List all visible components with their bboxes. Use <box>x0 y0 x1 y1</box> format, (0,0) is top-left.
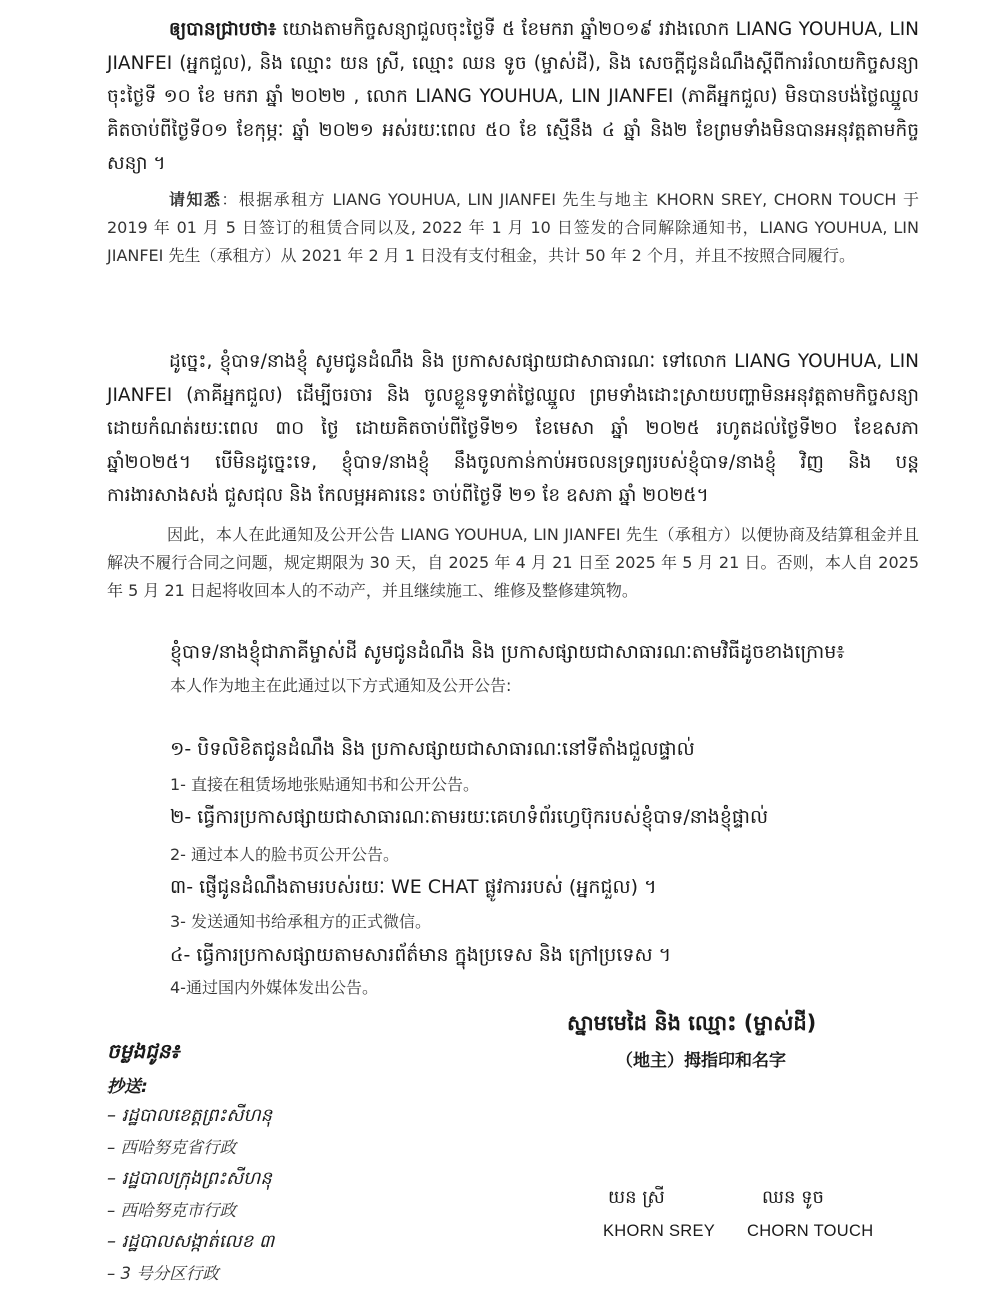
method-item-3-khmer: ៣- ផ្ញើជូនដំណឹងតាមរបស់រយៈ WE CHAT ផ្លូវការរបស់ (អ្នកជួល) ។ <box>170 876 657 898</box>
chinese-notice-lead: 请知悉 <box>169 190 222 209</box>
method-item-1-khmer: ១- បិទលិខិតជូនដំណឹង និង ប្រកាសផ្សាយជាសាធារណៈនៅទីតាំងជួលផ្ទាល់ <box>170 738 695 760</box>
copy-to-heading-chinese: 抄送: <box>107 1077 148 1097</box>
method-item-4-chinese: 4-通过国内外媒体发出公告。 <box>170 978 378 997</box>
method-item-2-chinese: 2- 通过本人的脸书页公开公告。 <box>170 845 400 864</box>
signer-1-khmer-name: យន ស្រី <box>608 1187 665 1208</box>
khmer-notice-paragraph-2: ដូច្នេះ, ខ្ញុំបាទ/នាងខ្ញុំ សូមជូនដំណឹង និង ប្រកាសសផ្សាយជាសាធារណៈ ទៅលោក LIANG YOUHUA, LIN JIANFEI (ភាគីអ្នកជួល) ដើម្បីចរចារ និង ចូលខ្លួនទូទាត់ថ្លៃឈ្នួល ព្រមទាំងដោះស្រាយបញ្ហាមិនអនុវត្តតាមកិច្ចសន្យា ដោយកំណត់រយៈពេល ៣០ ថ្ងៃ ដោយគិតចាប់ពីថ្ងៃទី២១ ខែមេសា ឆ្នាំ ២០២៥ រហូតដល់ថ្ងៃទី២០ ខែឧសភា ឆ្នាំ២០២៥។ បើមិនដូច្នេះទេ, ខ្ញុំបាទ/នាងខ្ញុំ នឹងចូលកាន់កាប់អចលនទ្រព្យរបស់ខ្ញុំបាទ/នាងខ្ញុំ វិញ និង បន្តការងារសាងសង់ ជួសជុល និង កែលម្អអគារនេះ ចាប់ពីថ្ងៃទី ២១ ខែ ឧសភា ឆ្នាំ ២០២៥។ <box>107 351 919 506</box>
chinese-notice-body: ：根据承租方 LIANG YOUHUA, LIN JIANFEI 先生与地主 KHORN SREY, CHORN TOUCH 于 2019 年 01 月 5 日签订的租赁合同以及, 2022 年 1 月 10 日签发的合同解除通知书，LIANG YOUHUA, LIN JIANFEI 先生（承租方）从 2021 年 2 月 1 日没有支付租金，共计 50 年 2 个月，并且不按照合同履行。 <box>107 190 919 265</box>
copy-to-heading-khmer: ចម្លងជូន៖ <box>107 1039 180 1063</box>
copy-to-recipient: – 西哈努克省行政 <box>107 1137 236 1157</box>
methods-intro-khmer: ខ្ញុំបាទ/នាងខ្ញុំជាភាគីម្ចាស់ដី សូមជូនដំណឹង និង ប្រកាសផ្សាយជាសាធារណៈតាមវិធីដូចខាងក្រោម៖ <box>170 641 845 663</box>
copy-to-recipient: – រដ្ឋបាលខេត្តព្រះសីហនុ <box>107 1105 273 1126</box>
method-item-1-chinese: 1- 直接在租赁场地张贴通知书和公开公告。 <box>170 775 480 794</box>
chinese-notice-paragraph-1 <box>107 186 919 270</box>
methods-intro-chinese: 本人作为地主在此通过以下方式通知及公开公告: <box>170 676 512 695</box>
method-item-3-chinese: 3- 发送通知书给承租方的正式微信。 <box>170 912 432 931</box>
copy-to-recipient-list <box>107 1100 274 1289</box>
signature-title-chinese: （地主）拇指印和名字 <box>616 1051 786 1071</box>
copy-to-recipient: – 3 号分区行政 <box>107 1263 219 1283</box>
copy-to-recipient: – រដ្ឋបាលសង្កាត់លេខ ៣ <box>107 1231 275 1252</box>
khmer-notice-lead: ឲ្យបានជ្រាបថា៖ <box>169 19 277 40</box>
signer-2-khmer-name: ឈន ទូច <box>762 1187 824 1208</box>
khmer-notice-paragraph-1 <box>107 13 919 181</box>
khmer-notice-body: យោងតាមកិច្ចសន្យាជួលចុះថ្ងៃទី ៥ ខែមករា ឆ្នាំ២០១៩ រវាងលោក LIANG YOUHUA, LIN JIANFEI (អ្នកជួល), និង ឈ្មោះ យន ស្រី, ឈ្មោះ ឈន ទូច (ម្ចាស់ដី), និង សេចក្តីជូនដំណឹងស្តីពីការរំលាយកិច្ចសន្យាចុះថ្ងៃទី ១០ ខែ មករា ឆ្នាំ ២០២២ , លោក LIANG YOUHUA, LIN JIANFEI (ភាគីអ្នកជួល) មិនបានបង់ថ្លៃឈ្នួលគិតចាប់ពីថ្ងៃទី០១ ខែកុម្ភៈ ឆ្នាំ ២០២១ អស់រយៈពេល ៥០ ខែ ស្មើនឹង ៤ ឆ្នាំ និង២ ខែព្រមទាំងមិនបានអនុវត្តតាមកិច្ចសន្យា ។ <box>107 19 919 174</box>
signer-2-latin-name: CHORN TOUCH <box>747 1222 874 1240</box>
copy-to-recipient: – រដ្ឋបាលក្រុងព្រះសីហនុ <box>107 1168 272 1189</box>
method-item-2-khmer: ២- ធ្វើការប្រកាសផ្សាយជាសាធារណៈតាមរយៈគេហទំព័រហ្វេប៊ុករបស់ខ្ញុំបាទ/នាងខ្ញុំផ្ទាល់ <box>170 806 769 828</box>
method-item-4-khmer: ៤- ធ្វើការប្រកាសផ្សាយតាមសារព័ត៌មាន ក្នុងប្រទេស និង ក្រៅប្រទេស ។ <box>170 944 672 966</box>
signer-1-latin-name: KHORN SREY <box>603 1222 716 1240</box>
copy-to-recipient: – 西哈努克市行政 <box>107 1200 236 1220</box>
chinese-notice-paragraph-2: 因此，本人在此通知及公开公告 LIANG YOUHUA, LIN JIANFEI 先生（承租方）以便协商及结算租金并且解决不履行合同之问题，规定期限为 30 天，自 2025 年 4 月 21 日至 2025 年 5 月 21 日。否则，本人自 2025 年 5 月 21 日起将收回本人的不动产，并且继续施工、维修及整修建筑物。 <box>107 525 919 600</box>
signature-title-khmer: ស្នាមមេដៃ និង ឈ្មោះ (ម្ចាស់ដី) <box>567 1011 817 1035</box>
